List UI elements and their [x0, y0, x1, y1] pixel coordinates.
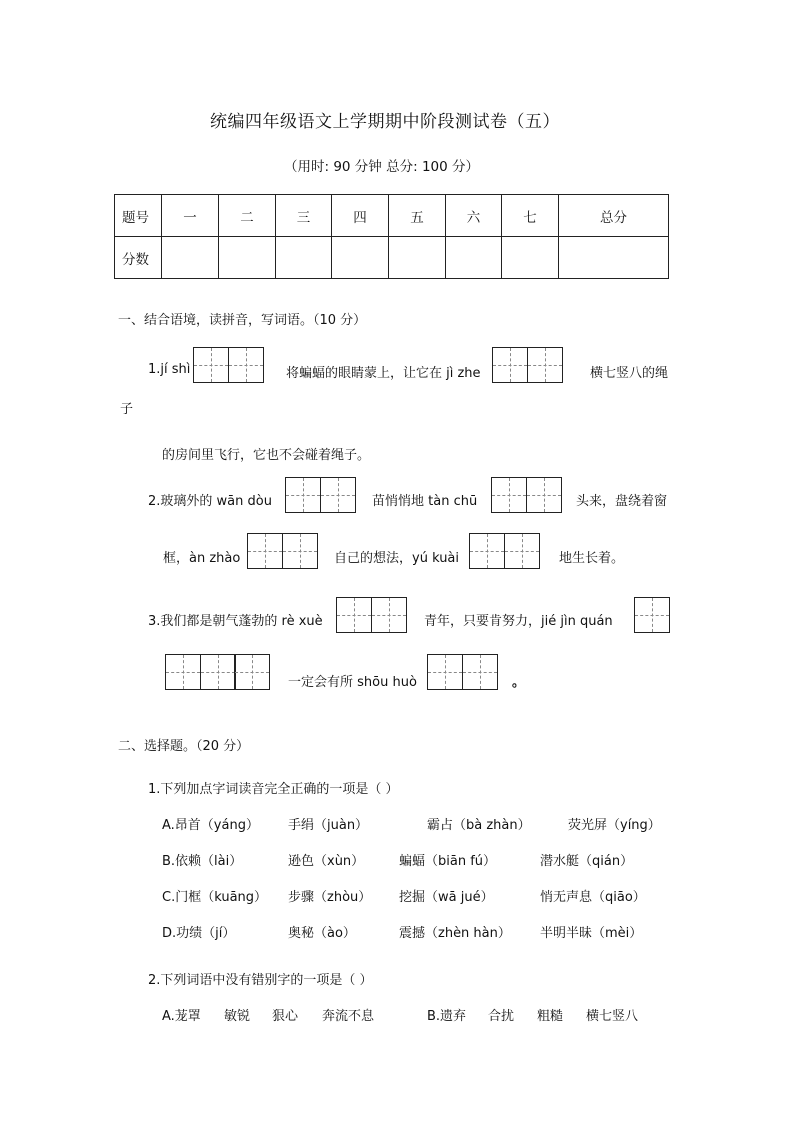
q3-text-4: 。: [512, 675, 526, 690]
write-cell[interactable]: [228, 347, 264, 383]
answer-grid-jishi[interactable]: [193, 347, 264, 383]
choice-q2-option-b-word: 合扰: [488, 1009, 515, 1024]
choice-q1-option-c-word: 步骤（zhòu）: [288, 890, 372, 905]
section-1-heading: 一、结合语境，读拼音，写词语。（10 分）: [118, 313, 367, 328]
column-4: 四: [332, 195, 389, 237]
q2-text-1: 2.玻璃外的 wān dòu: [148, 494, 272, 509]
write-cell[interactable]: [320, 477, 356, 513]
score-cell[interactable]: [502, 237, 559, 279]
write-cell[interactable]: [491, 477, 527, 513]
choice-q2-stem: 2.下列词语中没有错别字的一项是（ ）: [148, 973, 373, 988]
answer-grid-wandou[interactable]: [285, 477, 356, 513]
write-cell[interactable]: [285, 477, 321, 513]
answer-grid-rexue[interactable]: [336, 597, 407, 633]
answer-grid-shouhuo[interactable]: [427, 654, 498, 690]
score-table-score-row: [115, 237, 669, 279]
choice-q2-option-a-word: 奔流不息: [322, 1009, 375, 1024]
q1-text-1: 1.jí shì: [148, 362, 191, 377]
write-cell[interactable]: [634, 597, 670, 633]
choice-q1-option-c[interactable]: C.门框（kuāng）: [162, 890, 268, 905]
q2-text-4: 框，àn zhào: [163, 551, 241, 566]
column-1: 一: [162, 195, 219, 237]
choice-q2-option-b-word: 粗糙: [537, 1009, 564, 1024]
write-cell[interactable]: [336, 597, 372, 633]
choice-q2-option-a-word: 敏锐: [224, 1009, 251, 1024]
score-cell[interactable]: [446, 237, 502, 279]
answer-grid-anzhao[interactable]: [247, 533, 318, 569]
write-cell[interactable]: [234, 654, 270, 690]
write-cell[interactable]: [200, 654, 236, 690]
write-cell[interactable]: [247, 533, 283, 569]
choice-q1-option-d-word: 奥秘（ào）: [288, 926, 356, 941]
column-6: 六: [446, 195, 502, 237]
write-cell[interactable]: [165, 654, 201, 690]
choice-q1-option-a[interactable]: A.昂首（yáng）: [162, 818, 259, 833]
score-table: [114, 194, 669, 279]
q1-text-5: 的房间里飞行，它也不会碰着绳子。: [162, 448, 371, 463]
write-cell[interactable]: [193, 347, 229, 383]
choice-q1-option-b-word: 逊色（xùn）: [288, 854, 365, 869]
score-cell[interactable]: [332, 237, 389, 279]
write-cell[interactable]: [469, 533, 505, 569]
q1-text-4: 子: [120, 402, 134, 417]
q1-text-2: 将蝙蝠的眼睛蒙上，让它在 jì zhe: [286, 366, 481, 381]
score-cell[interactable]: [276, 237, 332, 279]
column-total: 总分: [559, 195, 669, 237]
q2-text-2: 苗悄悄地 tàn chū: [372, 494, 478, 509]
q3-text-3: 一定会有所 shōu huò: [288, 675, 417, 690]
choice-q1-option-a-word: 霸占（bà zhàn）: [427, 818, 531, 833]
choice-q1-stem: 1.下列加点字词读音完全正确的一项是（ ）: [148, 782, 399, 797]
choice-q1-option-b-word: 潜水艇（qián）: [540, 854, 634, 869]
choice-q1-option-b-word: 蝙蝠（biān fú）: [399, 854, 497, 869]
write-cell[interactable]: [282, 533, 318, 569]
q1-text-3: 横七竖八的绳: [590, 366, 669, 381]
row-label-question-number: 题号: [115, 195, 162, 237]
column-3: 三: [276, 195, 332, 237]
answer-grid-jizhe[interactable]: [492, 347, 563, 383]
row-label-score: 分数: [115, 237, 162, 279]
choice-q1-option-c-word: 悄无声息（qiāo）: [540, 890, 646, 905]
q3-text-2: 青年，只要肯努力，jié jìn quán: [424, 614, 613, 629]
score-cell[interactable]: [389, 237, 446, 279]
choice-q1-option-c-word: 挖掘（wā jué）: [399, 890, 494, 905]
section-2-heading: 二、选择题。（20 分）: [118, 739, 250, 754]
page-title: 统编四年级语文上学期期中阶段测试卷（五）: [210, 112, 560, 132]
answer-grid-jiejinquanli[interactable]: [165, 654, 270, 690]
choice-q2-option-b-word: 横七竖八: [586, 1009, 639, 1024]
column-2: 二: [219, 195, 276, 237]
score-cell[interactable]: [219, 237, 276, 279]
q3-text-1: 3.我们都是朝气蓬勃的 rè xuè: [148, 614, 323, 629]
choice-q1-option-d-word: 震撼（zhèn hàn）: [399, 926, 511, 941]
write-cell[interactable]: [492, 347, 528, 383]
score-cell[interactable]: [162, 237, 219, 279]
write-cell[interactable]: [371, 597, 407, 633]
answer-grid-yukuai[interactable]: [469, 533, 540, 569]
write-cell[interactable]: [527, 347, 563, 383]
choice-q1-option-d-word: 半明半昧（mèi）: [540, 926, 643, 941]
write-cell[interactable]: [462, 654, 498, 690]
choice-q2-option-b[interactable]: B.遗弃: [427, 1009, 467, 1024]
score-table-header-row: [115, 195, 669, 237]
write-cell[interactable]: [504, 533, 540, 569]
choice-q2-option-a[interactable]: A.茏罩: [162, 1009, 201, 1024]
q2-text-6: 地生长着。: [559, 551, 625, 566]
q2-text-5: 自己的想法，yú kuài: [334, 551, 460, 566]
choice-q1-option-a-word: 荧光屏（yíng）: [568, 818, 661, 833]
score-cell-total[interactable]: [559, 237, 669, 279]
choice-q1-option-b[interactable]: B.依赖（lài）: [162, 854, 243, 869]
choice-q1-option-a-word: 手绢（juàn）: [288, 818, 369, 833]
column-5: 五: [389, 195, 446, 237]
write-cell[interactable]: [427, 654, 463, 690]
choice-q1-option-d[interactable]: D.功绩（jí）: [162, 926, 236, 941]
write-cell[interactable]: [526, 477, 562, 513]
column-7: 七: [502, 195, 559, 237]
page-subtitle: （用时: 90 分钟 总分: 100 分）: [284, 159, 479, 175]
answer-grid-tanchu[interactable]: [491, 477, 562, 513]
choice-q2-option-a-word: 狠心: [272, 1009, 299, 1024]
q2-text-3: 头来，盘绕着窗: [576, 494, 668, 509]
answer-grid-jiejinquanli-end[interactable]: [634, 597, 670, 633]
